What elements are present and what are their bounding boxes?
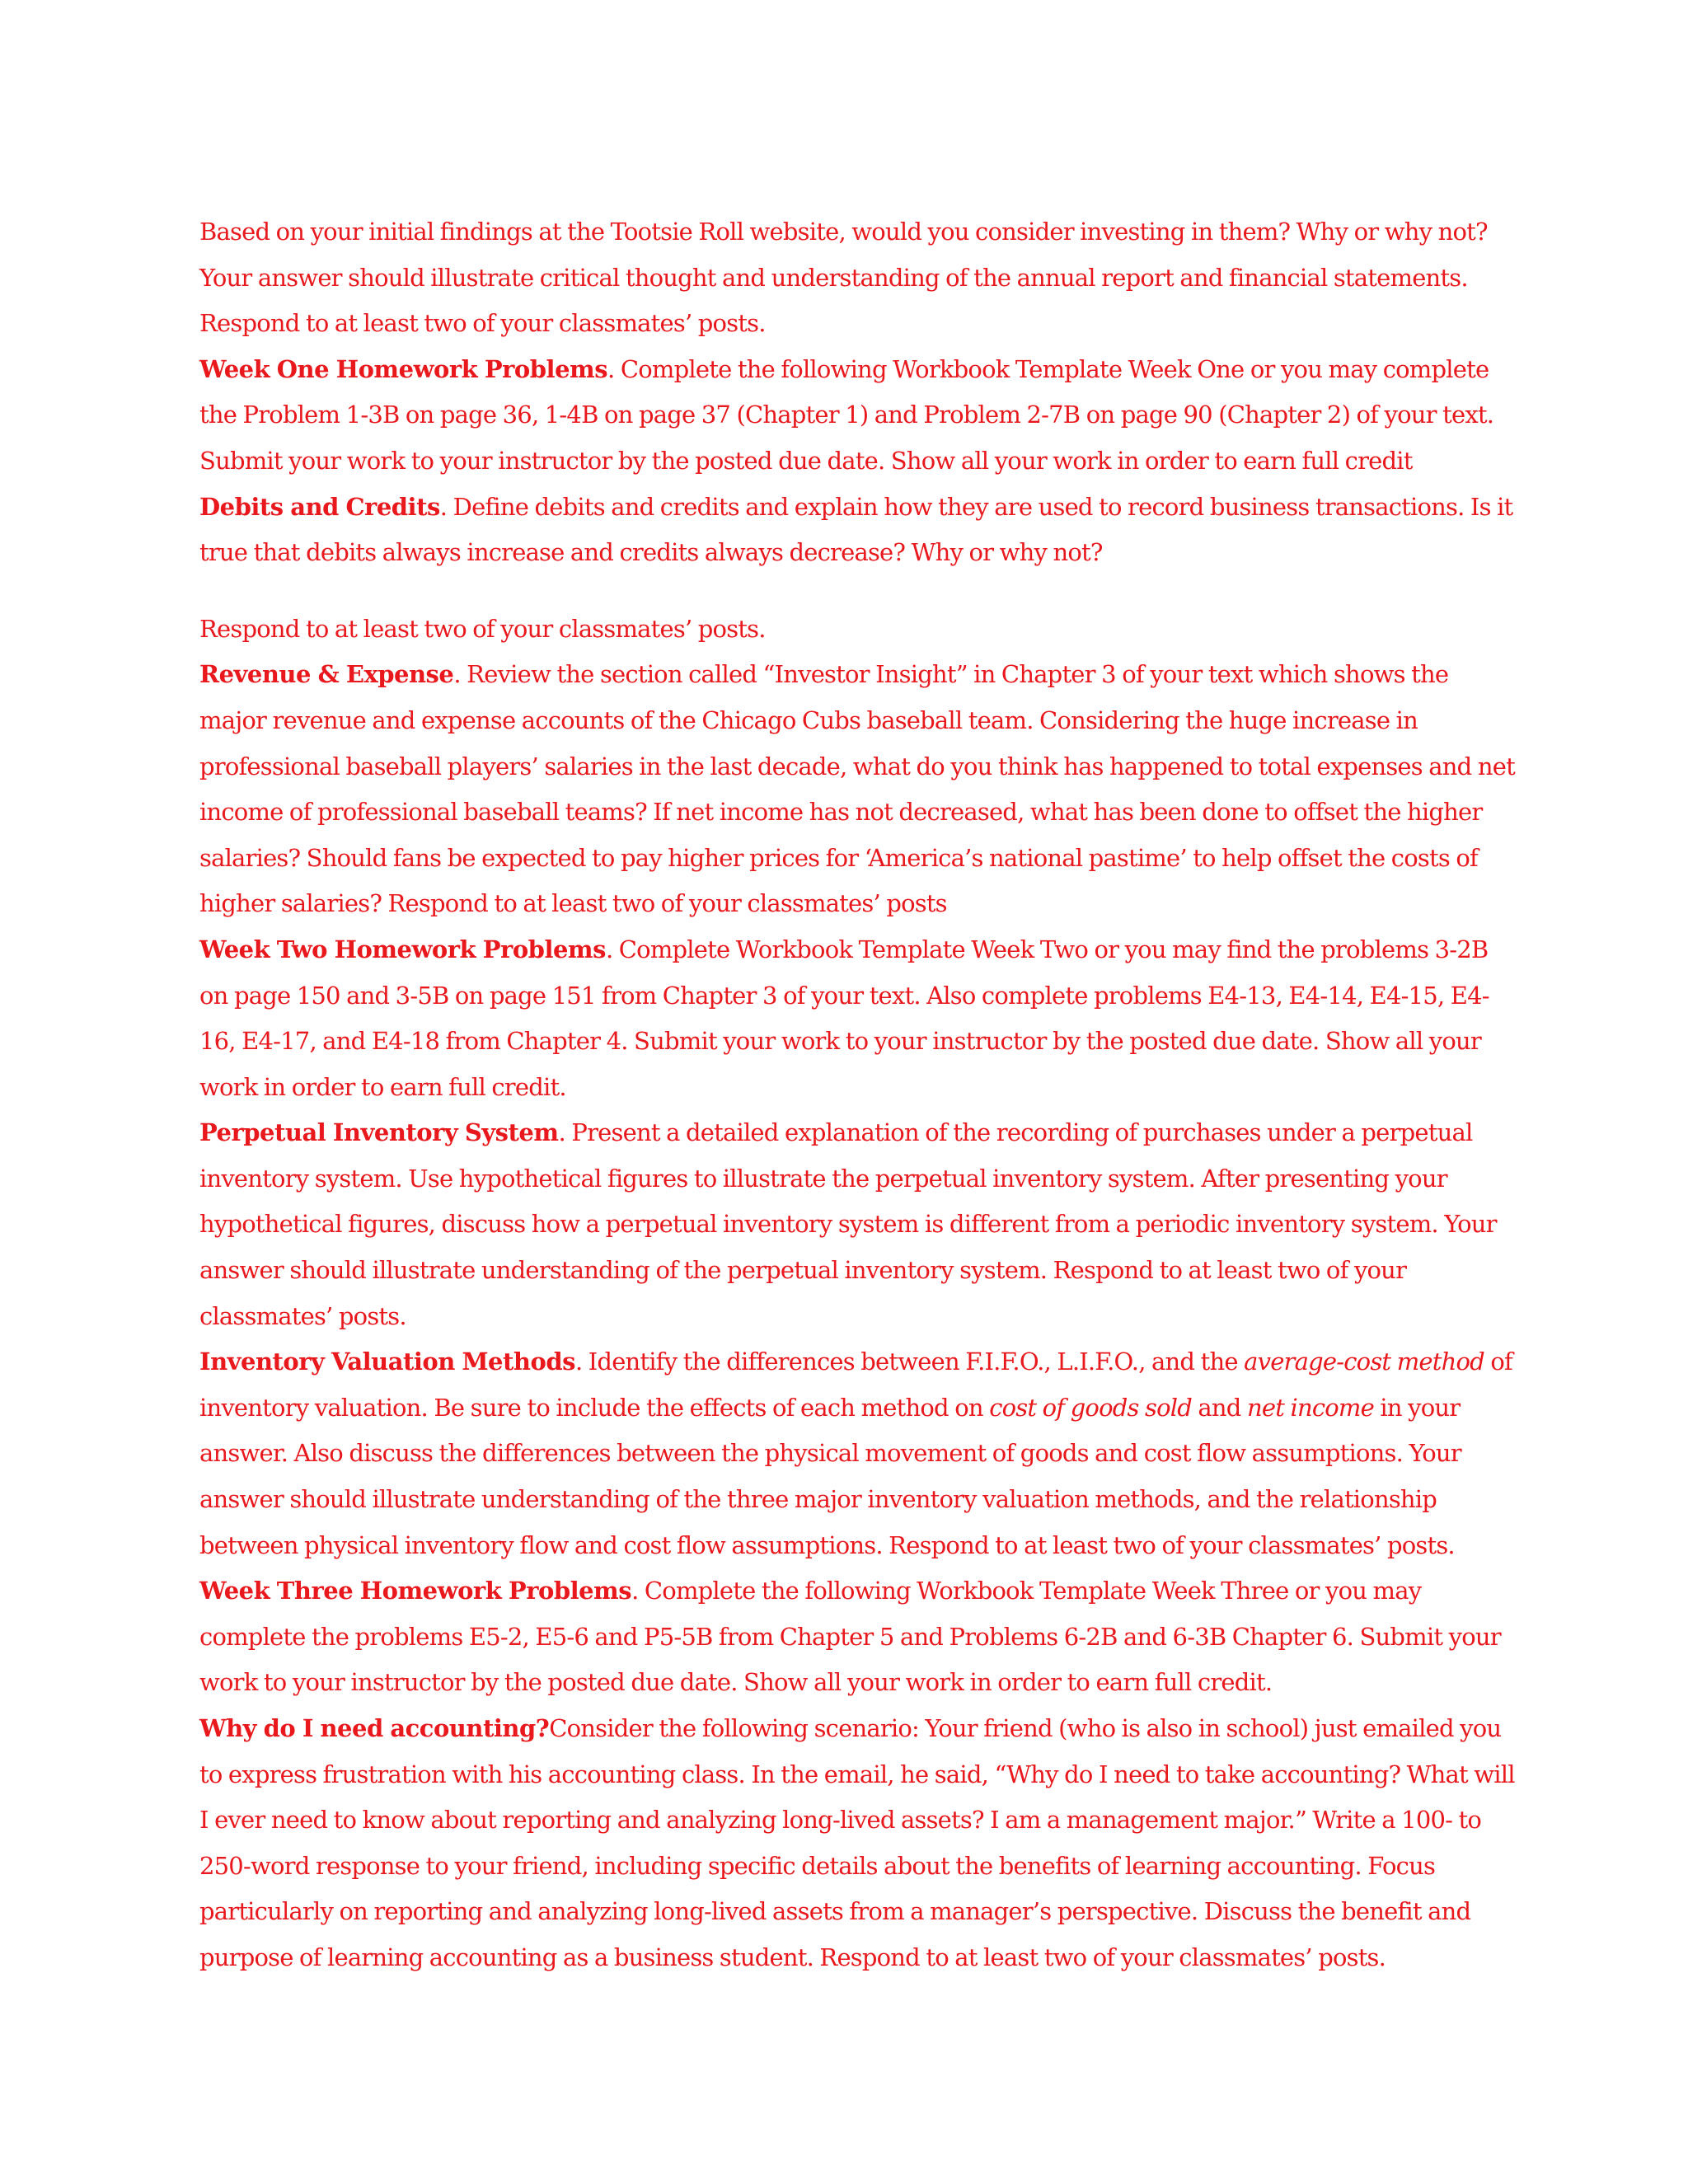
intro-respond bbox=[199, 301, 1518, 347]
debits-credits-text: . Define debits and credits and explain how they are used to record business transactions. Is it true that debits always increase and credits always decrease? Why or why not? bbox=[199, 492, 1513, 567]
average-cost-method-term: average-cost method bbox=[1244, 1347, 1484, 1376]
inventory-valuation-text-d: in your answer. Also discuss the differences between the physical movement of goods and cost flow assumptions. Your answer should illustrate understanding of the three major inventory valuation methods, and the relationship between physical inventory flow and cost flow assumptions. Respond to at least two of your classmates’ posts. bbox=[199, 1393, 1461, 1559]
why-accounting-text: Consider the following scenario: Your friend (who is also in school) just emailed you to express frustration with his accounting class. In the email, he said, “Why do I need to take accounting? What will I ever need to know about reporting and analyzing long-lived assets? I am a management major.” Write a 100- to 250-word response to your friend, including specific details about the benefits of learning accounting. Focus particularly on reporting and analyzing long-lived assets from a manager’s perspective. Discuss the benefit and purpose of learning accounting as a business student. Respond to at least two of your classmates’ posts. bbox=[199, 1714, 1515, 1971]
week-one-homework-section bbox=[199, 347, 1518, 485]
week-one-homework-heading: Week One Homework Problems bbox=[199, 354, 608, 383]
inventory-valuation-text-c: and bbox=[1191, 1393, 1247, 1422]
week-three-homework-text: . Complete the following Workbook Template Week Three or you may complete the problems E5-2, E5-6 and P5-5B from Chapter 5 and Problems 6-2B and 6-3B Chapter 6. Submit your work to your instructor by the posted due date. Show all your work in order to earn full credit. bbox=[199, 1577, 1501, 1697]
perpetual-inventory-section bbox=[199, 1110, 1518, 1339]
net-income-term: net income bbox=[1246, 1393, 1374, 1422]
why-accounting-section bbox=[199, 1706, 1518, 1981]
cost-of-goods-sold-term: cost of goods sold bbox=[989, 1393, 1192, 1422]
week-two-homework-section bbox=[199, 927, 1518, 1110]
revenue-expense-text: . Review the section called “Investor Insight” in Chapter 3 of your text which shows the major revenue and expense accounts of the Chicago Cubs baseball team. Considering the huge increase in professional baseball players’ salaries in the last decade, what do you think has happened to total expenses and net income of professional baseball teams? If net income has not decreased, what has been done to offset the higher salaries? Should fans be expected to pay higher prices for ‘America’s national pastime’ to help offset the costs of higher salaries? Respond to at least two of your classmates’ posts bbox=[199, 660, 1515, 918]
debits-credits-respond-text: Respond to at least two of your classmates’ posts. bbox=[199, 614, 766, 643]
inventory-valuation-section bbox=[199, 1339, 1518, 1568]
perpetual-inventory-text: . Present a detailed explanation of the recording of purchases under a perpetual inventory system. Use hypothetical figures to illustrate the perpetual inventory system. After presenting your hypothetical figures, discuss how a perpetual inventory system is different from a periodic inventory system. Your answer should illustrate understanding of the perpetual inventory system. Respond to at least two of your classmates’ posts. bbox=[199, 1118, 1497, 1330]
revenue-expense-section bbox=[199, 652, 1518, 927]
week-three-homework-heading: Week Three Homework Problems bbox=[199, 1577, 632, 1605]
intro-question bbox=[199, 209, 1518, 301]
debits-credits-respond bbox=[199, 607, 1518, 653]
week-three-homework-section bbox=[199, 1568, 1518, 1706]
intro-question-text: Based on your initial findings at the Tootsie Roll website, would you consider investing in them? Why or why not? Your answer should illustrate critical thought and understanding of the annual report and financial statements. bbox=[199, 218, 1488, 292]
revenue-expense-heading: Revenue & Expense bbox=[199, 660, 454, 689]
week-two-homework-text: . Complete Workbook Template Week Two or you may find the problems 3-2B on page 150 and 3-5B on page 151 from Chapter 3 of your text. Also complete problems E4-13, E4-14, E4-15, E4-16, E4-17, and E4-18 from Chapter 4. Submit your work to your instructor by the posted due date. Show all your work in order to earn full credit. bbox=[199, 935, 1489, 1101]
week-two-homework-heading: Week Two Homework Problems bbox=[199, 935, 606, 963]
intro-respond-text: Respond to at least two of your classmates’ posts. bbox=[199, 309, 766, 338]
why-accounting-heading: Why do I need accounting? bbox=[199, 1714, 550, 1742]
week-one-homework-text: . Complete the following Workbook Template Week One or you may complete the Problem 1-3B on page 36, 1-4B on page 37 (Chapter 1) and Problem 2-7B on page 90 (Chapter 2) of your text. Submit your work to your instructor by the posted due date. Show all your work in order to earn full credit bbox=[199, 354, 1494, 475]
debits-credits-section bbox=[199, 485, 1518, 576]
debits-credits-heading: Debits and Credits bbox=[199, 492, 440, 521]
inventory-valuation-heading: Inventory Valuation Methods bbox=[199, 1347, 575, 1376]
inventory-valuation-text-b: of inventory valuation. Be sure to include the effects of each method on bbox=[199, 1347, 1512, 1422]
document-body bbox=[199, 209, 1518, 1981]
inventory-valuation-text-a: . Identify the differences between F.I.F.O., L.I.F.O., and the bbox=[574, 1347, 1245, 1376]
perpetual-inventory-heading: Perpetual Inventory System bbox=[199, 1118, 559, 1147]
